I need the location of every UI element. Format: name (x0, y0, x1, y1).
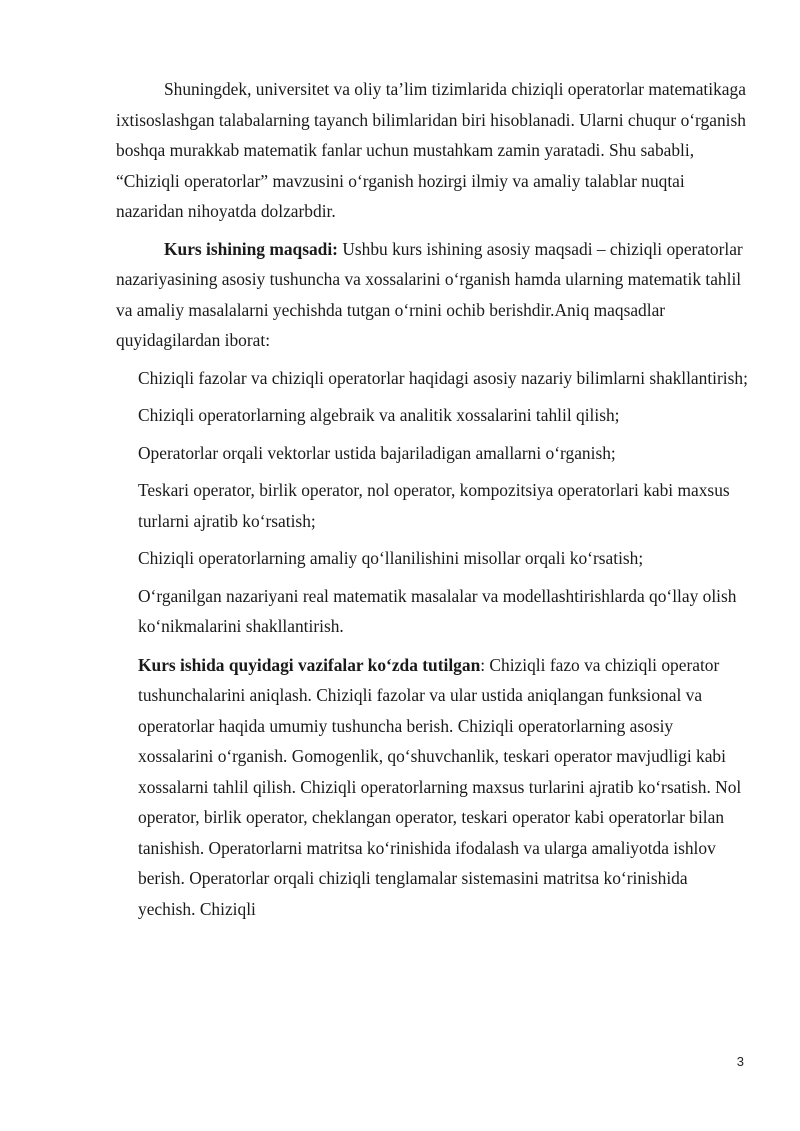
goals-list (116, 363, 748, 642)
goal-heading: Kurs ishining maqsadi: (164, 238, 338, 259)
list-item: Teskari operator, birlik operator, nol operator, kompozitsiya operatorlari kabi maxsus turlarni ajratib ko‘rsatish; (138, 480, 730, 531)
intro-paragraph: Shuningdek, universitet va oliy ta’lim tizimlarida chiziqli operatorlar matematikaga ixtisoslashgan talabalarning tayanch bilimlaridan biri hisoblanadi. Ularni chuqur o‘rganish boshqa murakkab matematik fanlar uchun mustahkam zamin yaratadi. Shu sababli, “Chiziqli operatorlar” mavzusini o‘rganish hozirgi ilmiy va amaliy talablar nuqtai nazaridan nihoyatda dolzarbdir. (116, 79, 746, 221)
list-item: Chiziqli fazolar va chiziqli operatorlar haqidagi asosiy nazariy bilimlarni shakllantirish; (138, 367, 748, 388)
goal-text: Ushbu kurs ishining asosiy maqsadi – chiziqli operatorlar nazariyasining asosiy tushuncha va xossalarini o‘rganish hamda ularning matematik tahlil va amaliy masalalarni yechishda tutgan o‘rnini ochib berishdir.Aniq maqsadlar quyidagilardan iborat: (116, 238, 743, 350)
tasks-paragraph (116, 650, 748, 925)
list-item: O‘rganilgan nazariyani real matematik masalalar va modellashtirishlarda qo‘llay olish ko‘nikmalarini shakllantirish. (138, 585, 737, 636)
list-item: Operatorlar orqali vektorlar ustida bajariladigan amallarni o‘rganish; (138, 442, 616, 463)
page-number: 3 (736, 1054, 744, 1069)
list-item: Chiziqli operatorlarning amaliy qo‘llanilishini misollar orqali ko‘rsatish; (138, 548, 644, 568)
list-item: Chiziqli operatorlarning algebraik va analitik xossalarini tahlil qilish; (138, 405, 620, 425)
tasks-heading: Kurs ishida quyidagi vazifalar ko‘zda tutilgan (138, 654, 481, 675)
tasks-text: : Chiziqli fazo va chiziqli operator tushunchalarini aniqlash. Chiziqli fazolar va ular ustida aniqlangan funksional va operatorlar haqida umumiy tushuncha berish. Chiziqli operatorlarning asosiy xossalarini o‘rganish. Gomogenlik, qo‘shuvchanlik, teskari operator mavjudligi kabi xossalarni tahlil qilish. Chiziqli operatorlarning maxsus turlarini ajratib ko‘rsatish. Nol operator, birlik operator, cheklangan operator, teskari operator kabi operatorlar bilan tanishish. Operatorlarni matritsa ko‘rinishida ifodalash va ularga amaliyotda ishlov berish. Operatorlar orqali chiziqli tenglamalar sistemasini matritsa ko‘rinishida yechish. Chiziqli (138, 654, 742, 919)
goal-paragraph (116, 234, 748, 356)
page-content (116, 74, 748, 924)
